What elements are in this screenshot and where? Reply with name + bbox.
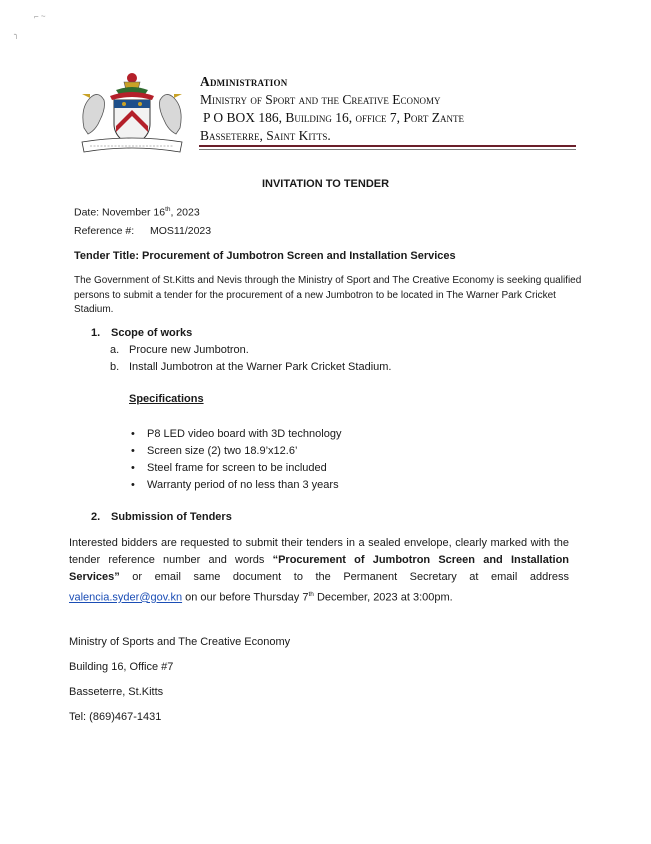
submission-date-suffix: th	[308, 591, 314, 598]
submission-bold-text: “Procurement of Jumbotron Screen and Installation Services”	[69, 554, 570, 583]
scope-item-letter: a.	[110, 344, 120, 356]
reference-label: Reference #:	[74, 225, 135, 237]
scope-number: 1.	[91, 327, 101, 339]
intro-paragraph: The Government of St.Kitts and Nevis through the Ministry of Sport and The Creative Economy is seeking qualified persons to submit a tender for the procurement of a new Jumbotron to be located in The Warner Park Cricket Stadium.	[74, 275, 582, 315]
letterhead-divider	[199, 145, 576, 147]
submission-number: 2.	[91, 511, 101, 523]
bullet-icon: •	[131, 428, 135, 440]
scan-artifact: ╮	[14, 30, 19, 39]
specifications-heading: Specifications	[129, 393, 204, 405]
scope-item-text: Install Jumbotron at the Warner Park Cricket Stadium.	[129, 361, 392, 373]
date-label: Date:	[74, 206, 100, 219]
submission-paragraph	[69, 535, 569, 607]
tender-title: Tender Title: Procurement of Jumbotron Screen and Installation Services	[74, 250, 456, 262]
spec-item: Screen size (2) two 18.9’x12.6’	[147, 445, 298, 457]
coat-of-arms-icon	[76, 68, 188, 158]
document-title: INVITATION TO TENDER	[261, 178, 390, 190]
reference-value: MOS11/2023	[150, 225, 212, 237]
spec-item: Warranty period of no less than 3 years	[147, 479, 339, 491]
submission-text: or email same document to the Permanent Secretary at email address	[119, 571, 569, 583]
submission-text: Interested bidders are requested to submit their tenders in a sealed envelope, clearly marked with the tender reference number and words	[69, 537, 569, 566]
letterhead-line-3: P O BOX 186, Building 16, office 7, Port Zante	[203, 110, 464, 125]
spec-item: Steel frame for screen to be included	[147, 462, 327, 474]
date-day: November 16	[102, 206, 166, 219]
letterhead-line-1: Administration	[200, 74, 288, 89]
date-suffix: th	[165, 206, 171, 213]
submission-text: December, 2023 at 3:00pm.	[313, 591, 453, 604]
address-line: Building 16, Office #7	[69, 661, 174, 673]
address-line: Ministry of Sports and The Creative Economy	[69, 636, 291, 648]
bullet-icon: •	[131, 445, 135, 457]
spec-item: P8 LED video board with 3D technology	[147, 428, 342, 440]
scope-item-letter: b.	[110, 361, 120, 373]
email-link[interactable]: valencia.syder@gov.kn	[69, 591, 183, 604]
letterhead-line-2: Ministry of Sport and the Creative Economy	[200, 92, 441, 107]
date-year: , 2023	[170, 206, 200, 219]
submission-heading: Submission of Tenders	[111, 511, 232, 523]
bullet-icon: •	[131, 479, 135, 491]
scan-artifact: ⌐ ~	[34, 12, 46, 21]
letterhead-line-4: Basseterre, Saint Kitts.	[200, 128, 331, 143]
address-phone: Tel: (869)467-1431	[69, 711, 162, 723]
bullet-icon: •	[131, 462, 135, 474]
letterhead-divider-thin	[199, 149, 576, 150]
date-line	[74, 202, 200, 221]
scope-heading: Scope of works	[111, 327, 193, 339]
address-line: Basseterre, St.Kitts	[69, 686, 164, 698]
scope-item-text: Procure new Jumbotron.	[129, 344, 249, 356]
submission-text: on our before Thursday 7	[182, 591, 309, 604]
